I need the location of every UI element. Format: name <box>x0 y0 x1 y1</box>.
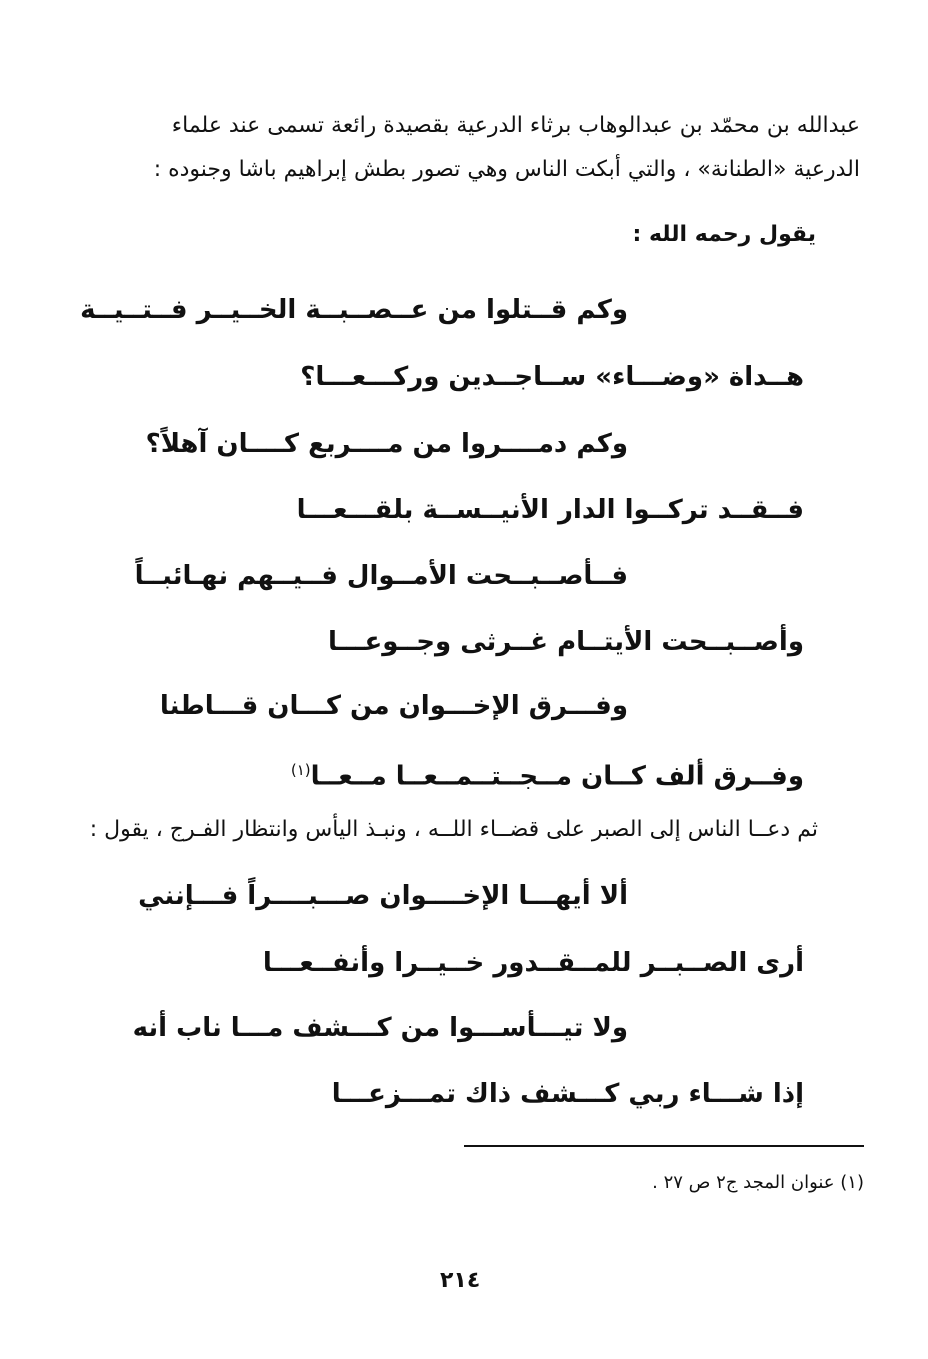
footnote: (١) عنوان المجد ج٢ ص ٢٧ . <box>652 1172 864 1193</box>
verse-line: وأصــبــحت الأيتــام غــرثى وجــوعـــا <box>328 627 804 657</box>
verse-line: فــأصــبــحت الأمــوال فــيــهم نهـائبــاً <box>134 561 628 591</box>
page-number: ٢١٤ <box>440 1268 481 1293</box>
verse-text: وفــرق ألف كــان مــجــتــمــعــا مــعــا <box>310 761 804 792</box>
paragraph-line: عبدالله بن محمّد بن عبدالوهاب برثاء الدرعية بقصيدة رائعة تسمى عند علماء <box>171 113 860 138</box>
verse-line: فــقــد تركــوا الدار الأنيــســة بلقـــعـــا <box>296 495 804 525</box>
verse-line-with-footnote <box>291 748 804 799</box>
verse-line: وكم دمــــروا من مــــربع كــــان آهلاً؟ <box>145 429 628 459</box>
verse-line: ألا أيهـــا الإخــــوان صـــبــــراً فـــإنني <box>138 881 628 911</box>
footnote-marker: (١) <box>290 761 311 779</box>
verse-line: وكم قــتلوا من عــصــبــة الخــيــر فــتــيــة <box>80 295 628 325</box>
verse-line: وفـــرق الإخـــوان من كـــان قـــاطنا <box>159 691 628 721</box>
paragraph-transition: ثم دعــا الناس إلى الصبر على قضــاء اللــه ، ونبـذ اليأس وانتظار الفـرج ، يقول : <box>89 817 818 842</box>
verse-line: إذا شـــاء ربي كـــشف ذاك تمـــزعـــا <box>331 1079 804 1109</box>
footnote-divider <box>464 1145 864 1147</box>
poem-intro: يقول رحمه الله : <box>632 222 816 247</box>
verse-line: ولا تيـــأســـوا من كـــشف مـــا ناب أنه <box>132 1013 628 1043</box>
paragraph-intro <box>62 104 860 192</box>
paragraph-line: الدرعية «الطنانة» ، والتي أبكت الناس وهي تصور بطش إبراهيم باشا وجنوده : <box>153 157 860 182</box>
verse-line: أرى الصــبــر للمــقــدور خــيــرا وأنفــعـــا <box>262 948 804 978</box>
verse-line: هــداة «وضـــاء» ســاجــدين وركـــعـــا؟ <box>300 362 804 392</box>
